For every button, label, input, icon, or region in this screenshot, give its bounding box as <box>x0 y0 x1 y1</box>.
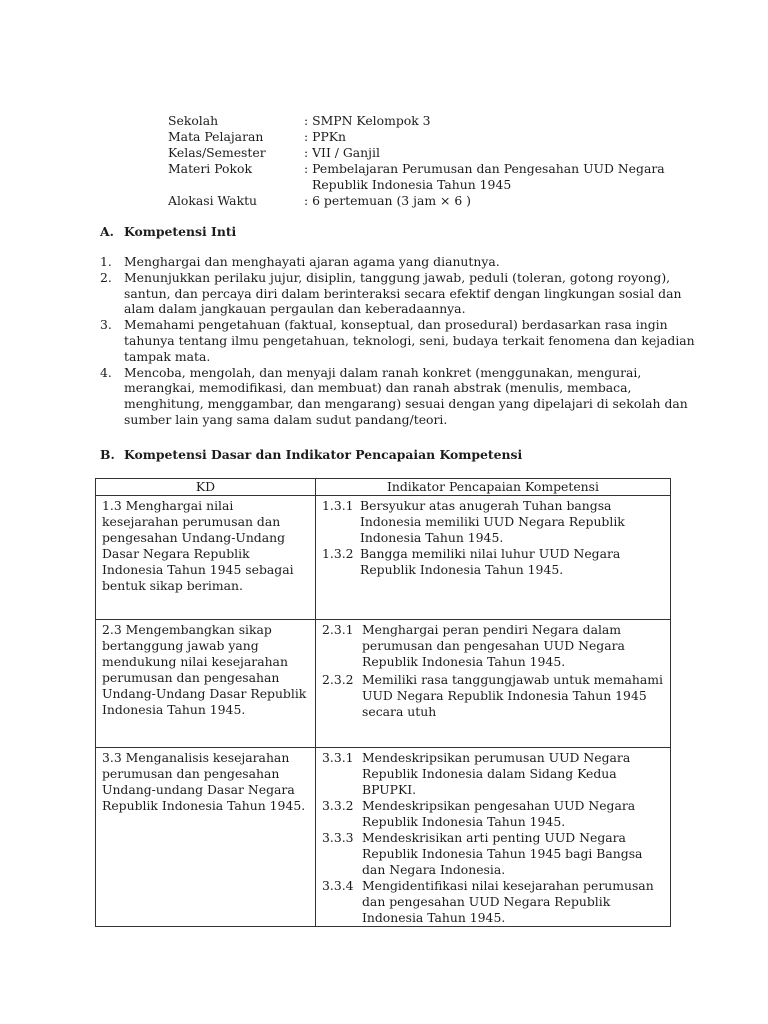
info-row-alokasi <box>168 193 712 209</box>
indikator-item <box>322 498 664 546</box>
list-item <box>100 317 700 364</box>
info-value: : SMPN Kelompok 3 <box>304 113 431 128</box>
indikator-number: 2.3.2 <box>322 672 354 687</box>
info-label: Sekolah <box>168 113 219 128</box>
list-item <box>100 365 700 428</box>
list-number: 1. <box>100 254 112 269</box>
info-row-sekolah <box>168 113 712 129</box>
indikator-text: Mengidentifikasi nilai kesejarahan perumusan dan pengesahan UUD Negara Republik Indonesia Tahun 1945. <box>362 878 654 925</box>
section-title: Kompetensi Inti <box>124 224 237 239</box>
indikator-number: 1.3.2 <box>322 546 354 561</box>
kd-table <box>95 478 671 927</box>
info-value: : VII / Ganjil <box>304 145 380 160</box>
table-row <box>96 748 671 927</box>
indikator-item <box>322 750 664 798</box>
list-text: Menghargai dan menghayati ajaran agama yang dianutnya. <box>124 254 500 269</box>
indikator-cell <box>316 496 671 620</box>
indikator-number: 2.3.1 <box>322 622 354 637</box>
indikator-text: Memiliki rasa tanggungjawab untuk memahami UUD Negara Republik Indonesia Tahun 1945 secara utuh <box>362 672 663 719</box>
indikator-text: Bangga memiliki nilai luhur UUD Negara Republik Indonesia Tahun 1945. <box>360 546 621 577</box>
indikator-number: 3.3.3 <box>322 830 354 845</box>
indikator-number: 3.3.4 <box>322 878 354 893</box>
table-row <box>96 496 671 620</box>
indikator-text: Mendeskripsikan pengesahan UUD Negara Republik Indonesia Tahun 1945. <box>362 798 636 829</box>
kompetensi-inti-list <box>100 254 700 428</box>
section-title: Kompetensi Dasar dan Indikator Pencapaian Kompetensi <box>124 447 523 462</box>
indikator-item <box>322 672 664 720</box>
list-text: Memahami pengetahuan (faktual, konseptual, dan prosedural) berdasarkan rasa ingin tahunya tentang ilmu pengetahuan, teknologi, seni, budaya terkait fenomena dan kejadian tampak mata. <box>124 317 695 364</box>
list-number: 4. <box>100 364 112 380</box>
indikator-number: 3.3.1 <box>322 750 354 765</box>
indikator-cell <box>316 620 671 748</box>
info-label: Materi Pokok <box>168 161 252 176</box>
list-text: Mencoba, mengolah, dan menyaji dalam ranah konkret (menggunakan, mengurai, merangkai, memodifikasi, dan membuat) dan ranah abstrak (menulis, membaca, menghitung, menggambar, dan mengarang) sesuai dengan yang dipelajari di sekolah dan sumber lain yang sama dalam sudut pandang/teori. <box>124 364 688 427</box>
list-item <box>100 270 700 317</box>
indikator-text: Mendeskrisikan arti penting UUD Negara Republik Indonesia Tahun 1945 bagi Bangsa dan Negara Indonesia. <box>362 830 643 877</box>
list-number: 3. <box>100 317 112 333</box>
info-label: Mata Pelajaran <box>168 129 264 144</box>
indikator-text: Bersyukur atas anugerah Tuhan bangsa Indonesia memiliki UUD Negara Republik Indonesia Tahun 1945. <box>360 498 625 545</box>
info-row-mapel <box>168 129 712 145</box>
info-row-materi <box>168 161 712 177</box>
kd-cell: 3.3 Menganalisis kesejarahan perumusan dan pengesahan Undang-undang Dasar Negara Republik Indonesia Tahun 1945. <box>96 748 316 927</box>
column-header-indikator: Indikator Pencapaian Kompetensi <box>316 479 671 496</box>
kd-cell: 2.3 Mengembangkan sikap bertanggung jawab yang mendukung nilai kesejarahan perumusan dan pengesahan Undang-Undang Dasar Republik Indonesia Tahun 1945. <box>96 620 316 748</box>
indikator-item <box>322 546 664 578</box>
kd-cell: 1.3 Menghargai nilai kesejarahan perumusan dan pengesahan Undang-Undang Dasar Negara Republik Indonesia Tahun 1945 sebagai bentuk sikap beriman. <box>96 496 316 620</box>
indikator-number: 3.3.2 <box>322 798 354 813</box>
section-letter: A. <box>100 224 114 239</box>
section-letter: B. <box>100 447 115 462</box>
list-text: Menunjukkan perilaku jujur, disiplin, tanggung jawab, peduli (toleran, gotong royong), santun, dan percaya diri dalam berinteraksi secara efektif dengan lingkungan sosial dan alam dalam jangkauan pergaulan dan keberadaannya. <box>124 269 682 317</box>
section-b-heading <box>100 447 522 463</box>
identity-block <box>168 113 712 209</box>
info-value: : 6 pertemuan (3 jam × 6 ) <box>304 193 472 208</box>
info-value: : PPKn <box>304 129 347 144</box>
indikator-item <box>322 798 664 830</box>
info-row-materi-cont <box>168 177 712 193</box>
table-row <box>96 620 671 748</box>
indikator-item <box>322 830 664 878</box>
info-label: Kelas/Semester <box>168 145 266 160</box>
info-row-kelas <box>168 145 712 161</box>
info-value-continued: Republik Indonesia Tahun 1945 <box>312 177 512 192</box>
indikator-text: Menghargai peran pendiri Negara dalam perumusan dan pengesahan UUD Negara Republik Indonesia Tahun 1945. <box>362 622 625 669</box>
indikator-text: Mendeskripsikan perumusan UUD Negara Republik Indonesia dalam Sidang Kedua BPUPKI. <box>362 750 631 797</box>
indikator-cell <box>316 748 671 927</box>
indikator-item <box>322 878 664 926</box>
indikator-item <box>322 622 664 670</box>
column-header-kd: KD <box>96 479 316 496</box>
indikator-number: 1.3.1 <box>322 498 354 513</box>
table-header-row <box>96 479 671 496</box>
section-a-heading <box>100 224 236 240</box>
list-number: 2. <box>100 269 112 285</box>
info-label: Alokasi Waktu <box>168 193 258 208</box>
list-item <box>100 254 700 270</box>
info-value: : Pembelajaran Perumusan dan Pengesahan UUD Negara <box>304 161 665 176</box>
